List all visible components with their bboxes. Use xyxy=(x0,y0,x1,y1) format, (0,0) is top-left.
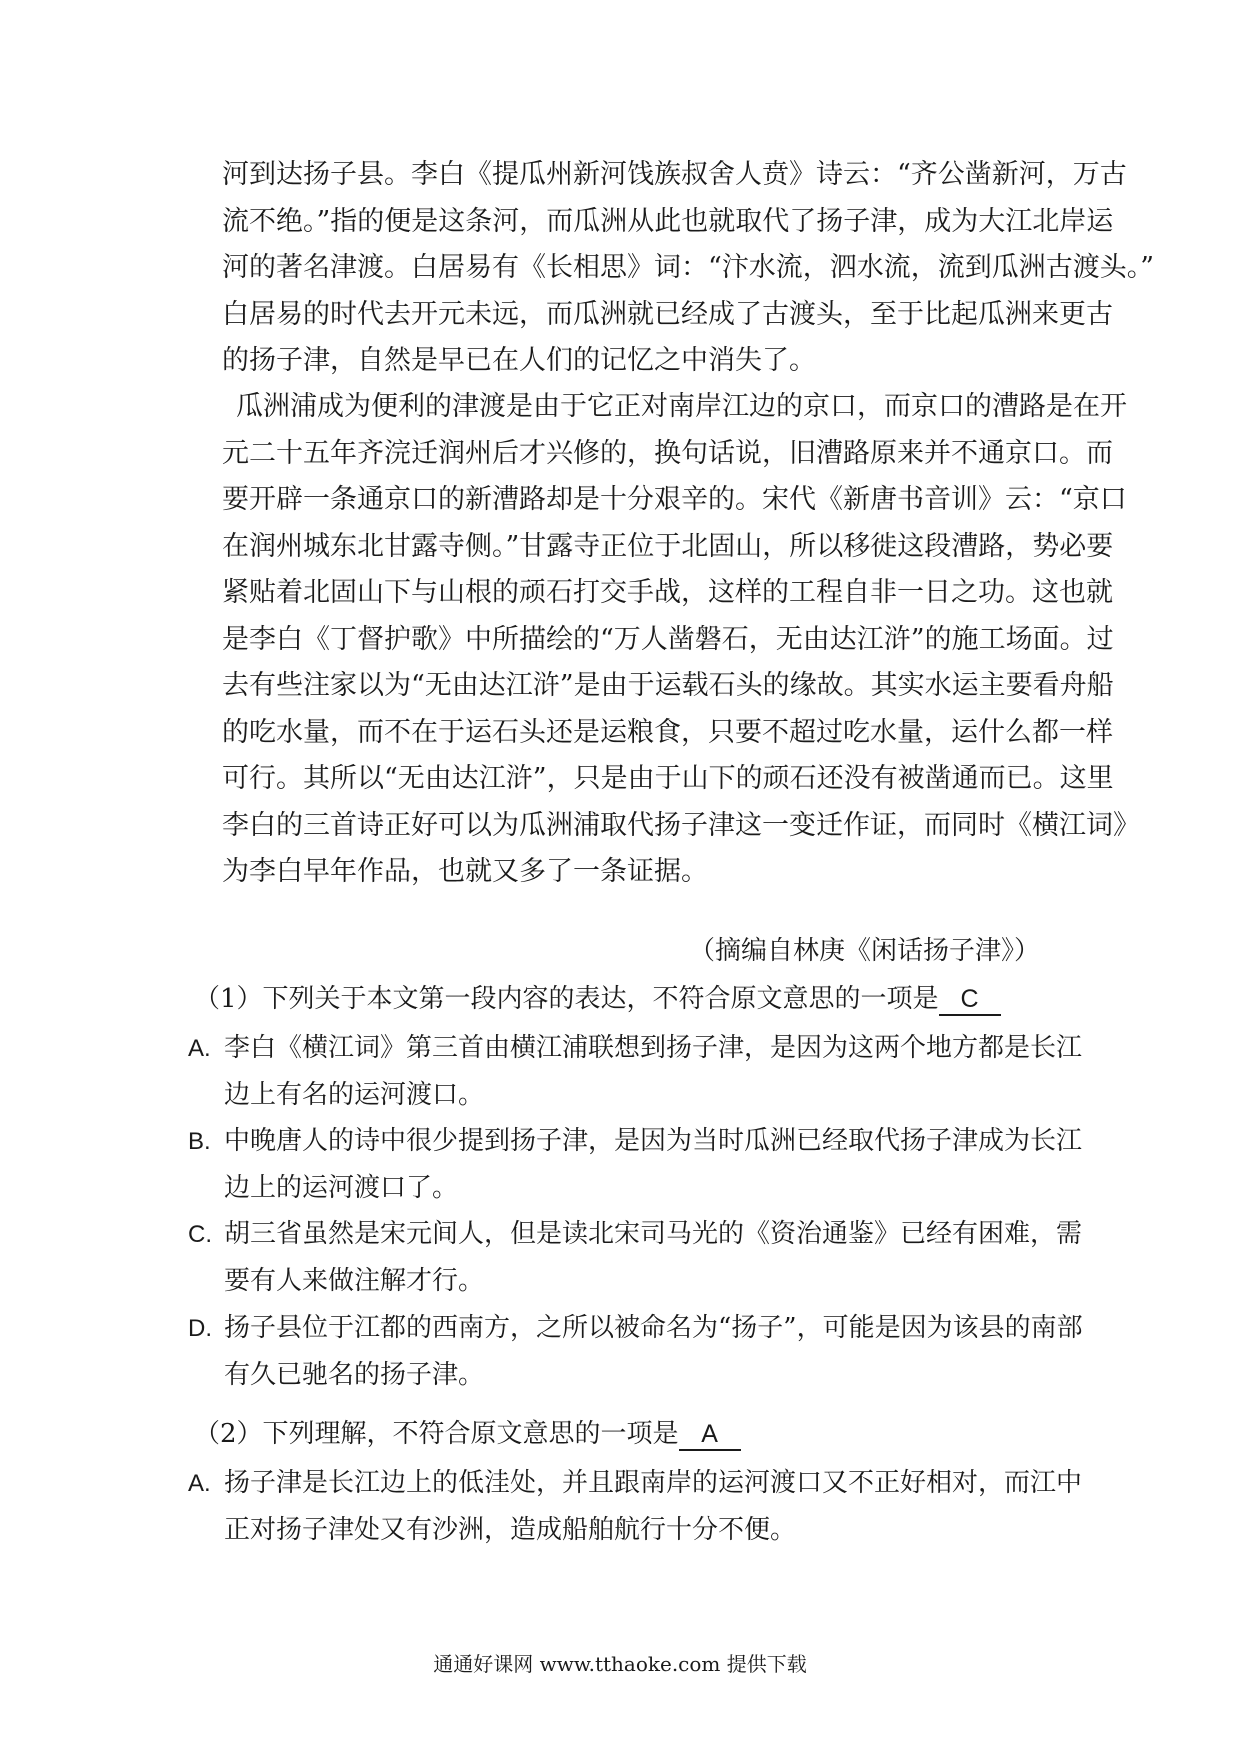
paragraph-line: 去有些注家以为“无由达江浒”是由于运载石头的缘故。其实水运主要看舟船 xyxy=(222,670,1114,701)
option-letter: C. xyxy=(188,1221,212,1248)
option-line: 边上有名的运河渡口。 xyxy=(224,1080,485,1110)
paragraph-line: 瓜洲浦成为便利的津渡是由于它正对南岸江边的京口，而京口的漕路是在开 xyxy=(236,391,1127,422)
option-line: 有久已驰名的扬子津。 xyxy=(224,1360,485,1390)
question-1-prompt xyxy=(194,978,1001,1016)
option-line: 要有人来做注解才行。 xyxy=(224,1266,485,1296)
paragraph-line: 的扬子津，自然是早已在人们的记忆之中消失了。 xyxy=(222,345,816,376)
paragraph-1 xyxy=(222,152,1155,385)
question-2-prompt xyxy=(194,1413,741,1451)
page-footer: 通通好课网 www.tthaoke.com 提供下载 xyxy=(433,1652,807,1676)
option-text xyxy=(224,1305,1083,1399)
source-citation: （摘编自林庚《闲话扬子津》） xyxy=(688,936,1040,966)
paragraph-line: 白居易的时代去开元未远，而瓜洲就已经成了古渡头，至于比起瓜洲来更古 xyxy=(222,298,1113,330)
option-letter: D. xyxy=(188,1315,212,1342)
option-text xyxy=(224,1211,1083,1305)
paragraph-line: 要开辟一条通京口的新漕路却是十分艰辛的。宋代《新唐书音训》云：“京口 xyxy=(222,484,1127,515)
paragraph-line: 河到达扬子县。李白《提瓜州新河饯族叔舍人贲》诗云：“齐公凿新河，万古 xyxy=(222,159,1127,190)
paragraph-line: 河的著名津渡。白居易有《长相思》词：“汴水流，泗水流，流到瓜洲古渡头。” xyxy=(222,252,1155,283)
paragraph-line: 可行。其所以“无由达江浒”，只是由于山下的顽石还没有被凿通而已。这里 xyxy=(222,763,1114,794)
paragraph-2 xyxy=(222,384,1140,896)
option-b xyxy=(188,1118,1083,1212)
option-a xyxy=(188,1025,1083,1119)
paragraph-line: 是李白《丁督护歌》中所描绘的“万人凿磐石，无由达江浒”的施工场面。过 xyxy=(222,623,1114,655)
option-c xyxy=(188,1211,1083,1305)
option-a xyxy=(188,1460,1083,1554)
option-d xyxy=(188,1305,1083,1399)
option-line: 李白《横江词》第三首由横江浦联想到扬子津，是因为这两个地方都是长江 xyxy=(224,1033,1083,1063)
option-line: 边上的运河渡口了。 xyxy=(224,1173,459,1203)
paragraph-line: 紧贴着北固山下与山根的顽石打交手战，这样的工程自非一日之功。这也就 xyxy=(222,577,1113,608)
paragraph-line: 在润州城东北甘露寺侧。”甘露寺正位于北固山，所以移徙这段漕路，势必要 xyxy=(222,530,1114,562)
option-line: 胡三省虽然是宋元间人，但是读北宋司马光的《资治通鉴》已经有困难，需 xyxy=(224,1219,1083,1249)
paragraph-line: 元二十五年齐浣迁润州后才兴修的，换句话说，旧漕路原来并不通京口。而 xyxy=(222,437,1113,469)
paragraph-line: 的吃水量，而不在于运石头还是运粮食，只要不超过吃水量，运什么都一样 xyxy=(222,716,1113,748)
paragraph-line: 流不绝。”指的便是这条河，而瓜洲从此也就取代了扬子津，成为大江北岸运 xyxy=(222,205,1114,237)
option-line: 正对扬子津处又有沙洲，造成船舶航行十分不便。 xyxy=(224,1515,797,1545)
paragraph-line: 李白的三首诗正好可以为瓜洲浦取代扬子津这一变迁作证，而同时《横江词》 xyxy=(222,809,1140,841)
option-line: 中晚唐人的诗中很少提到扬子津，是因为当时瓜洲已经取代扬子津成为长江 xyxy=(224,1126,1083,1156)
answer-blank: C xyxy=(939,984,1001,1016)
paragraph-line: 为李白早年作品，也就又多了一条证据。 xyxy=(222,856,708,887)
option-line: 扬子县位于江都的西南方，之所以被命名为“扬子”，可能是因为该县的南部 xyxy=(224,1313,1083,1343)
option-text xyxy=(224,1025,1083,1119)
option-line: 扬子津是长江边上的低洼处，并且跟南岸的运河渡口又不正好相对，而江中 xyxy=(224,1468,1083,1498)
option-text xyxy=(224,1460,1083,1554)
option-letter: A. xyxy=(188,1035,211,1062)
option-letter: A. xyxy=(188,1470,211,1497)
answer-blank: A xyxy=(679,1419,741,1451)
option-letter: B. xyxy=(188,1128,211,1155)
option-text xyxy=(224,1118,1083,1212)
question-text: （1）下列关于本文第一段内容的表达，不符合原文意思的一项是 xyxy=(194,984,939,1014)
question-text: （2）下列理解，不符合原文意思的一项是 xyxy=(194,1419,679,1449)
